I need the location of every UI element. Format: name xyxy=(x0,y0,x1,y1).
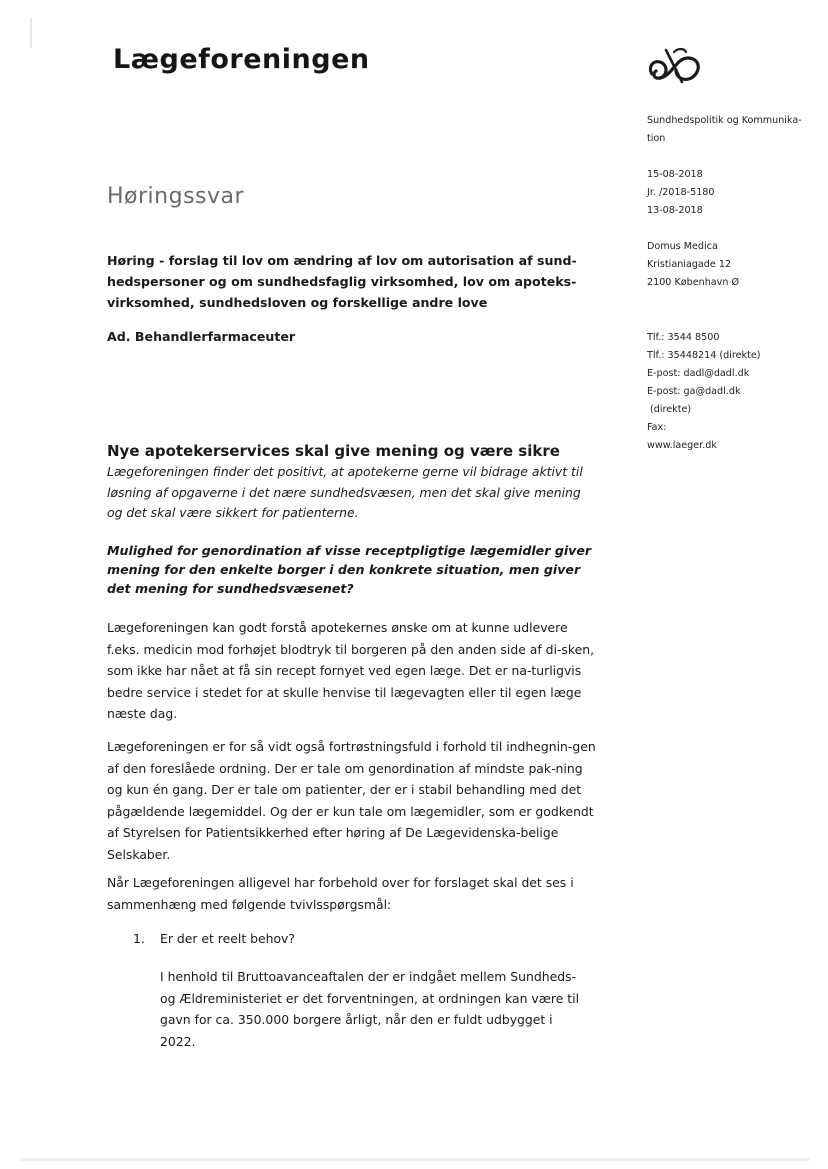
organization-logo-text: Lægeforeningen xyxy=(113,44,370,75)
sidebar-line: Domus Medica xyxy=(647,241,718,252)
snake-staff-logo-icon xyxy=(646,46,704,86)
page-title: Høringssvar xyxy=(107,184,245,209)
sidebar-address xyxy=(647,238,817,292)
sidebar-line: Kristianiagade 12 xyxy=(647,259,732,270)
sidebar-line: (direkte) xyxy=(647,404,692,415)
body-paragraph-2: Lægeforeningen er for så vidt også fortrøstningsfuld i forhold til indhegnin-gen af den foreslåede ordning. Der er tale om genordination af mindste pak-ning og kun én gang. Der er tale om patienter, der er i stabil behandling med det pågældende lægemiddel. Og der er kun tale om lægemidler, som er godkendt af Styrelsen for Patientsikkerhed efter høring af De Lægevidenska-belige Selskaber. xyxy=(107,739,596,862)
sidebar-line: 2100 København Ø xyxy=(647,277,740,288)
list-item-body: I henhold til Bruttoavanceaftalen der er indgået mellem Sundheds- og Ældreministeriet er det forventningen, at ordningen kan være til gavn for ca. 350.000 borgere årligt, når den er fuldt udbygget i 2022. xyxy=(160,969,580,1049)
document-heading: Høring - forslag til lov om ændring af lov om autorisation af sund-hedspersoner og om sundhedsfaglig virksomhed, lov om apoteks-virksomhed, sundhedsloven og forskellige andre love xyxy=(107,253,577,310)
sidebar-line: Tlf.: 3544 8500 xyxy=(647,332,720,343)
sidebar-line: E-post: ga@dadl.dk xyxy=(647,386,741,397)
sidebar-line: Sundhedspolitik og Kommunika- xyxy=(647,115,802,126)
sidebar-line: 13-08-2018 xyxy=(647,205,703,216)
section-title: Nye apotekerservices skal give mening og være sikre xyxy=(107,442,560,460)
sidebar-line: Fax: xyxy=(647,422,667,433)
sidebar-line: tion xyxy=(647,133,666,144)
sidebar-line: Jr. /2018-5180 xyxy=(647,187,715,198)
sidebar-line: E-post: dadl@dadl.dk xyxy=(647,368,750,379)
scan-artifact xyxy=(20,1158,810,1161)
sidebar-contact xyxy=(647,329,817,455)
website-link[interactable]: www.laeger.dk xyxy=(647,440,717,451)
sidebar-line: Tlf.: 35448214 (direkte) xyxy=(647,350,761,361)
question-heading: Mulighed for genordination af visse receptpligtige lægemidler giver mening for den enkelte borger i den konkrete situation, men giver det mening for sundhedsvæsenet? xyxy=(107,543,592,596)
sidebar-department xyxy=(647,112,817,148)
scan-artifact xyxy=(30,18,32,48)
document-subject: Ad. Behandlerfarmaceuter xyxy=(107,329,296,344)
lead-paragraph: Lægeforeningen finder det positivt, at apotekerne gerne vil bidrage aktivt til løsning af opgaverne i det nære sundhedsvæsen, men det skal give mening og det skal være sikkert for patienterne. xyxy=(107,464,583,520)
list-item-text: Er der et reelt behov? xyxy=(160,931,295,946)
body-paragraph-3: Når Lægeforeningen alligevel har forbehold over for forslaget skal det ses i sammenhæng med følgende tvivlsspørgsmål: xyxy=(107,875,574,912)
sidebar-dates xyxy=(647,166,817,220)
list-item-number: 1. xyxy=(133,931,145,946)
sidebar-line: 15-08-2018 xyxy=(647,169,703,180)
body-paragraph-1: Lægeforeningen kan godt forstå apotekernes ønske om at kunne udlevere f.eks. medicin mod forhøjet blodtryk til borgeren på den anden side af di-sken, som ikke har nået at få sin recept fornyet ved egen læge. Det er na-turligvis bedre service i stedet for at skulle henvise til lægevagten eller til egen læge næste dag. xyxy=(107,620,595,721)
